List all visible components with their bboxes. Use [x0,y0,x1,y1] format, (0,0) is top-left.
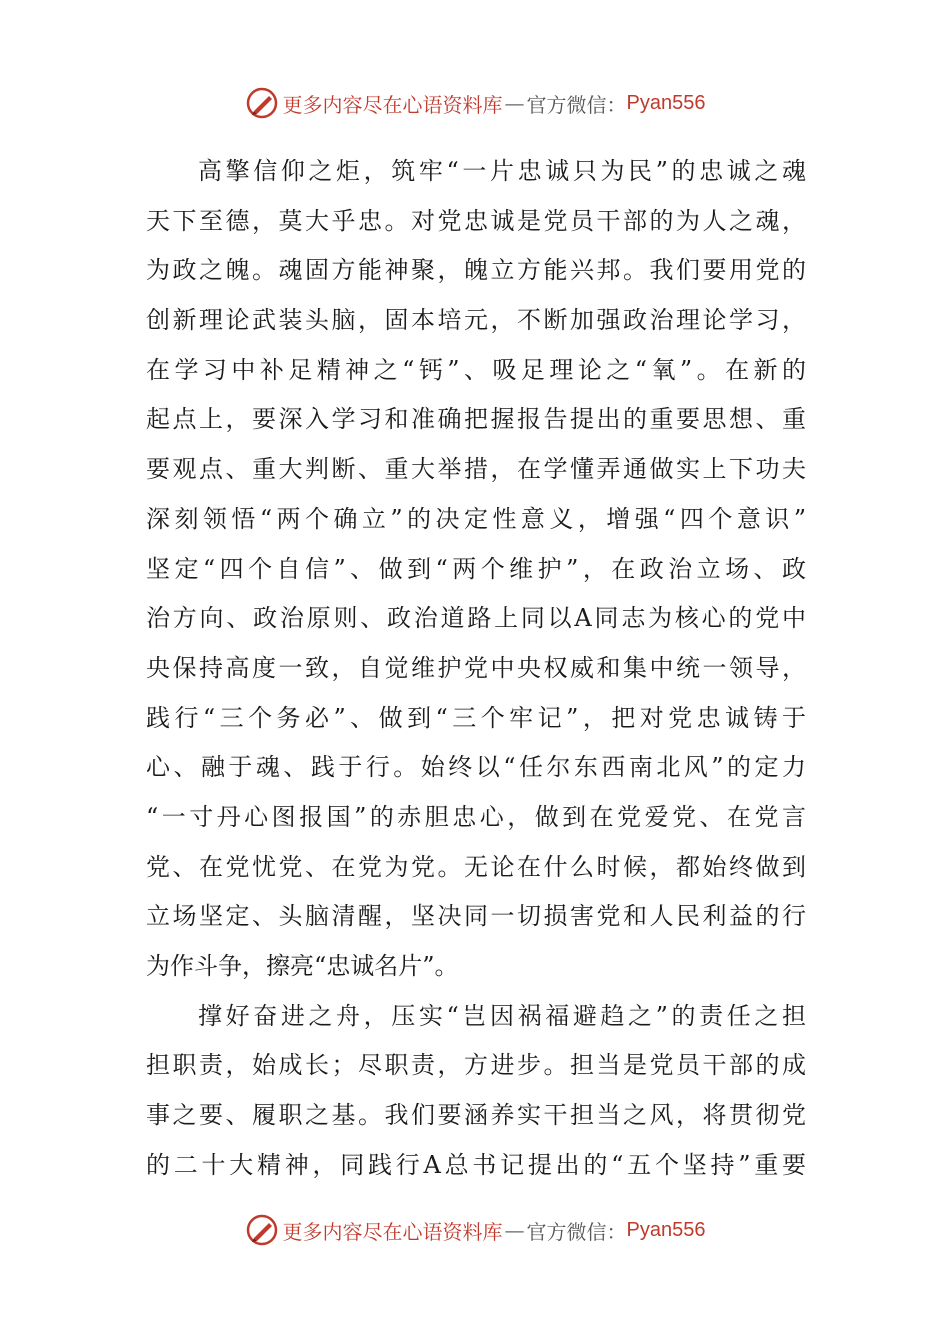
watermark-dash: — [504,91,525,115]
text-line: 高擎信仰之炬，筑牢“一片忠诚只为民”的忠诚之魂 [198,157,806,185]
pen-logo-icon [245,1213,279,1247]
text-line: 立场坚定、头脑清醒，坚决同一切损害党和人民利益的行 [146,902,806,931]
pen-logo-icon [245,86,279,120]
paragraph-1 [146,147,806,992]
text-line: 为政之魄。魂固方能神聚，魄立方能兴邦。我们要用党的 [146,256,806,285]
watermark-red-text: 更多内容尽在心语资料库 [282,92,503,117]
watermark-id: Pyan556 [626,1218,706,1241]
text-line: 撑好奋进之舟，压实“岂因祸福避趋之”的责任之担 [198,1001,806,1030]
watermark-header [0,85,950,121]
watermark-red-text: 更多内容尽在心语资料库 [282,1219,503,1244]
text-line: 心、融于魂、践于行。始终以“任尔东西南北风”的定力 [146,753,806,782]
watermark-gray-text: 官方微信： [526,1219,627,1244]
text-line: 天下至德，莫大乎忠。对党忠诚是党员干部的为人之魂， [146,206,806,235]
watermark-footer [0,1212,950,1248]
text-line: 为作斗争，擦亮“忠诚名片”。 [146,952,459,980]
text-line: 创新理论武装头脑，固本培元，不断加强政治理论学习， [146,306,806,335]
document-body [146,147,806,1190]
watermark-dash: — [504,1218,525,1242]
text-line: 在学习中补足精神之“钙”、吸足理论之“氧”。在新的 [146,355,806,384]
text-line: 央保持高度一致，自觉维护党中央权威和集中统一领导， [146,653,806,682]
watermark-gray-text: 官方微信： [526,92,627,117]
text-line: 事之要、履职之基。我们要涵养实干担当之风，将贯彻党 [146,1101,806,1130]
text-line: “一寸丹心图报国”的赤胆忠心，做到在党爱党、在党言 [146,802,806,831]
text-line: 深刻领悟“两个确立”的决定性意义，增强“四个意识” [146,504,806,533]
text-line: 党、在党忧党、在党为党。无论在什么时候，都始终做到 [146,852,806,881]
text-line: 的二十大精神，同践行A总书记提出的“五个坚持”重要 [146,1150,806,1179]
text-line: 治方向、政治原则、政治道路上同以A同志为核心的党中 [146,604,806,633]
text-line: 践行“三个务必”、做到“三个牢记”，把对党忠诚铸于 [146,703,806,732]
watermark-id: Pyan556 [626,91,706,114]
text-line: 担职责，始成长；尽职责，方进步。担当是党员干部的成 [146,1051,806,1080]
text-line: 要观点、重大判断、重大举措，在学懂弄通做实上下功夫 [146,455,806,484]
paragraph-2 [146,992,806,1191]
text-line: 坚定“四个自信”、做到“两个维护”，在政治立场、政 [146,554,806,583]
text-line: 起点上，要深入学习和准确把握报告提出的重要思想、重 [146,405,806,434]
